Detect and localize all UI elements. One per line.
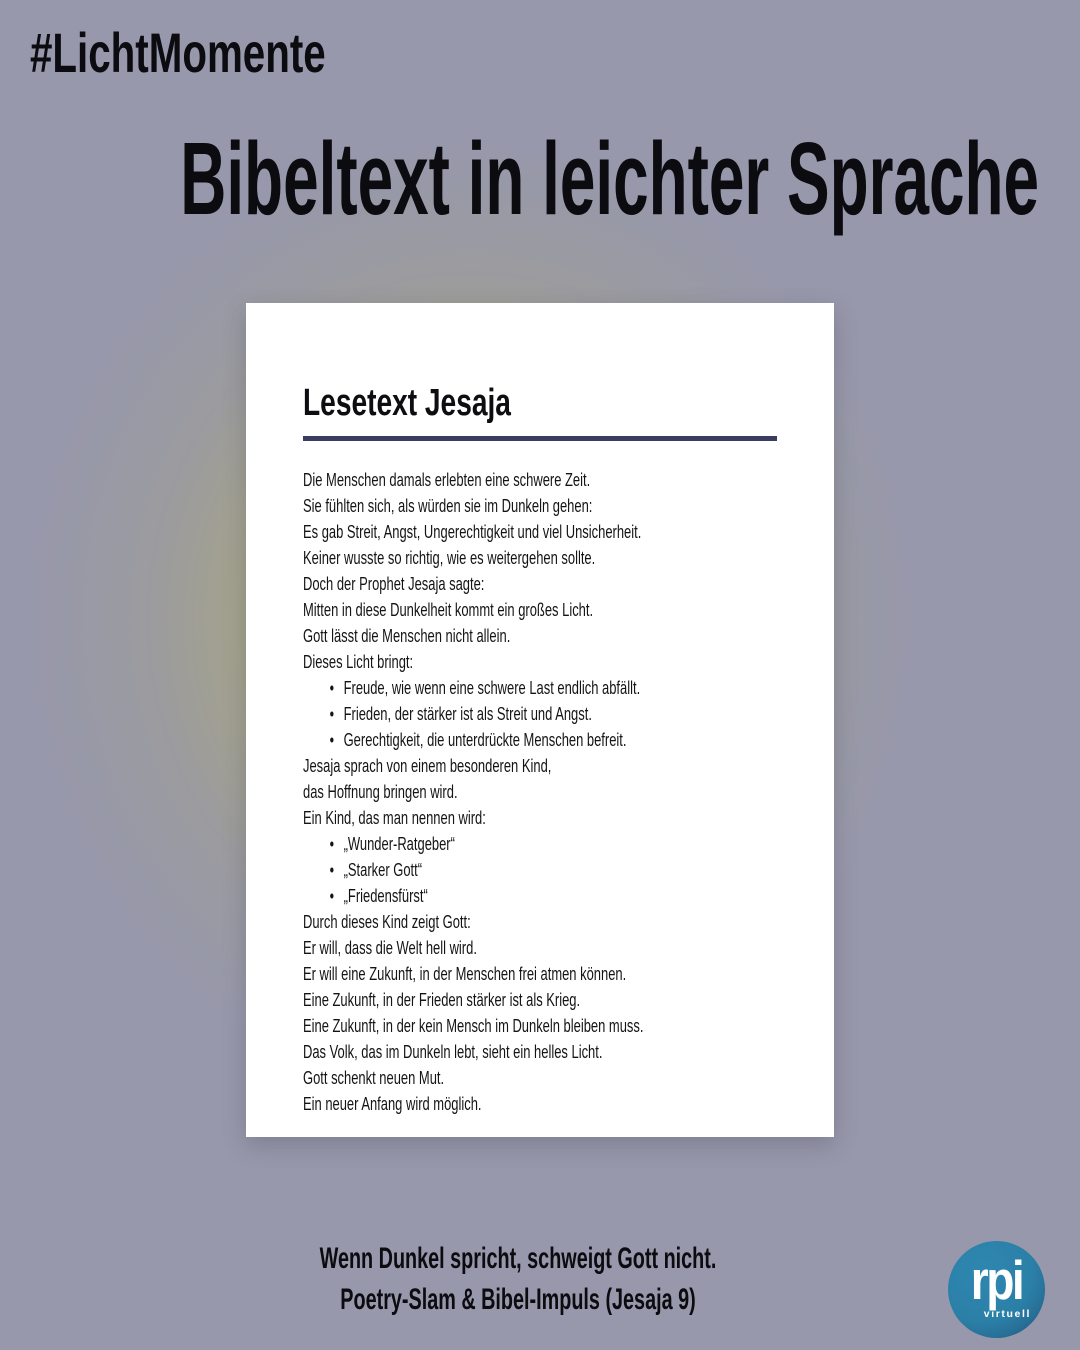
text-line	[303, 1065, 891, 1091]
hashtag: #LichtMomente	[30, 21, 326, 84]
line-text: Er will eine Zukunft, in der Menschen frei atmen können.	[303, 963, 627, 984]
bullet-dot-icon	[330, 831, 334, 857]
text-line	[303, 571, 891, 597]
text-line	[303, 623, 891, 649]
text-line	[303, 467, 891, 493]
card-body	[303, 467, 891, 1117]
page-title: Bibeltext in leichter Sprache	[180, 121, 1040, 236]
text-line	[303, 1039, 891, 1065]
text-line	[303, 649, 891, 675]
text-line	[303, 753, 891, 779]
bullet-dot-icon	[330, 675, 334, 701]
text-line	[303, 831, 891, 857]
line-text: Dieses Licht bringt:	[303, 651, 414, 672]
text-line	[303, 701, 891, 727]
line-text: Doch der Prophet Jesaja sagte:	[303, 573, 485, 594]
text-line	[303, 597, 891, 623]
line-text: Ein neuer Anfang wird möglich.	[303, 1093, 482, 1114]
line-text: Die Menschen damals erlebten eine schwere Zeit.	[303, 469, 591, 490]
line-text: „Starker Gott“	[343, 859, 423, 880]
text-line	[303, 805, 891, 831]
line-text: Frieden, der stärker ist als Streit und Angst.	[343, 703, 592, 724]
text-line	[303, 987, 891, 1013]
text-line	[303, 883, 891, 909]
heading-rule	[303, 436, 777, 441]
line-text: das Hoffnung bringen wird.	[303, 781, 458, 802]
text-line	[303, 857, 891, 883]
rpi-virtuell-logo	[948, 1241, 1045, 1338]
line-text: Mitten in diese Dunkelheit kommt ein großes Licht.	[303, 599, 594, 620]
line-text: Er will, dass die Welt hell wird.	[303, 937, 477, 958]
text-line	[303, 493, 891, 519]
bullet-dot-icon	[330, 701, 334, 727]
line-text: Es gab Streit, Angst, Ungerechtigkeit und viel Unsicherheit.	[303, 521, 642, 542]
line-text: Ein Kind, das man nennen wird:	[303, 807, 486, 828]
text-line	[303, 727, 891, 753]
text-line	[303, 675, 891, 701]
bullet-dot-icon	[330, 857, 334, 883]
line-text: „Wunder-Ratgeber“	[343, 833, 455, 854]
bullet-dot-icon	[330, 883, 334, 909]
footer	[0, 1238, 1036, 1320]
footer-subtitle: Poetry-Slam & Bibel-Impuls (Jesaja 9)	[340, 1283, 696, 1316]
line-text: Eine Zukunft, in der Frieden stärker ist als Krieg.	[303, 989, 581, 1010]
line-text: Sie fühlten sich, als würden sie im Dunkeln gehen:	[303, 495, 593, 516]
line-text: „Friedensfürst“	[343, 885, 428, 906]
text-line	[303, 909, 891, 935]
bullet-dot-icon	[330, 727, 334, 753]
footer-slogan: Wenn Dunkel spricht, schweigt Gott nicht.	[319, 1242, 717, 1275]
card-heading: Lesetext Jesaja	[303, 382, 511, 424]
text-line	[303, 1091, 891, 1117]
worksheet-card	[246, 303, 834, 1137]
line-text: Durch dieses Kind zeigt Gott:	[303, 911, 471, 932]
line-text: Das Volk, das im Dunkeln lebt, sieht ein helles Licht.	[303, 1041, 603, 1062]
line-text: Freude, wie wenn eine schwere Last endlich abfällt.	[343, 677, 641, 698]
line-text: Eine Zukunft, in der kein Mensch im Dunkeln bleiben muss.	[303, 1015, 644, 1036]
text-line	[303, 935, 891, 961]
text-line	[303, 545, 891, 571]
line-text: Jesaja sprach von einem besonderen Kind,	[303, 755, 552, 776]
logo-subtext: virtuell	[983, 1308, 1031, 1320]
text-line	[303, 961, 891, 987]
text-line	[303, 779, 891, 805]
line-text: Gott schenkt neuen Mut.	[303, 1067, 445, 1088]
line-text: Gerechtigkeit, die unterdrückte Menschen befreit.	[343, 729, 627, 750]
text-line	[303, 1013, 891, 1039]
text-line	[303, 519, 891, 545]
logo-text: rpi	[970, 1249, 1023, 1311]
line-text: Keiner wusste so richtig, wie es weitergehen sollte.	[303, 547, 596, 568]
line-text: Gott lässt die Menschen nicht allein.	[303, 625, 511, 646]
